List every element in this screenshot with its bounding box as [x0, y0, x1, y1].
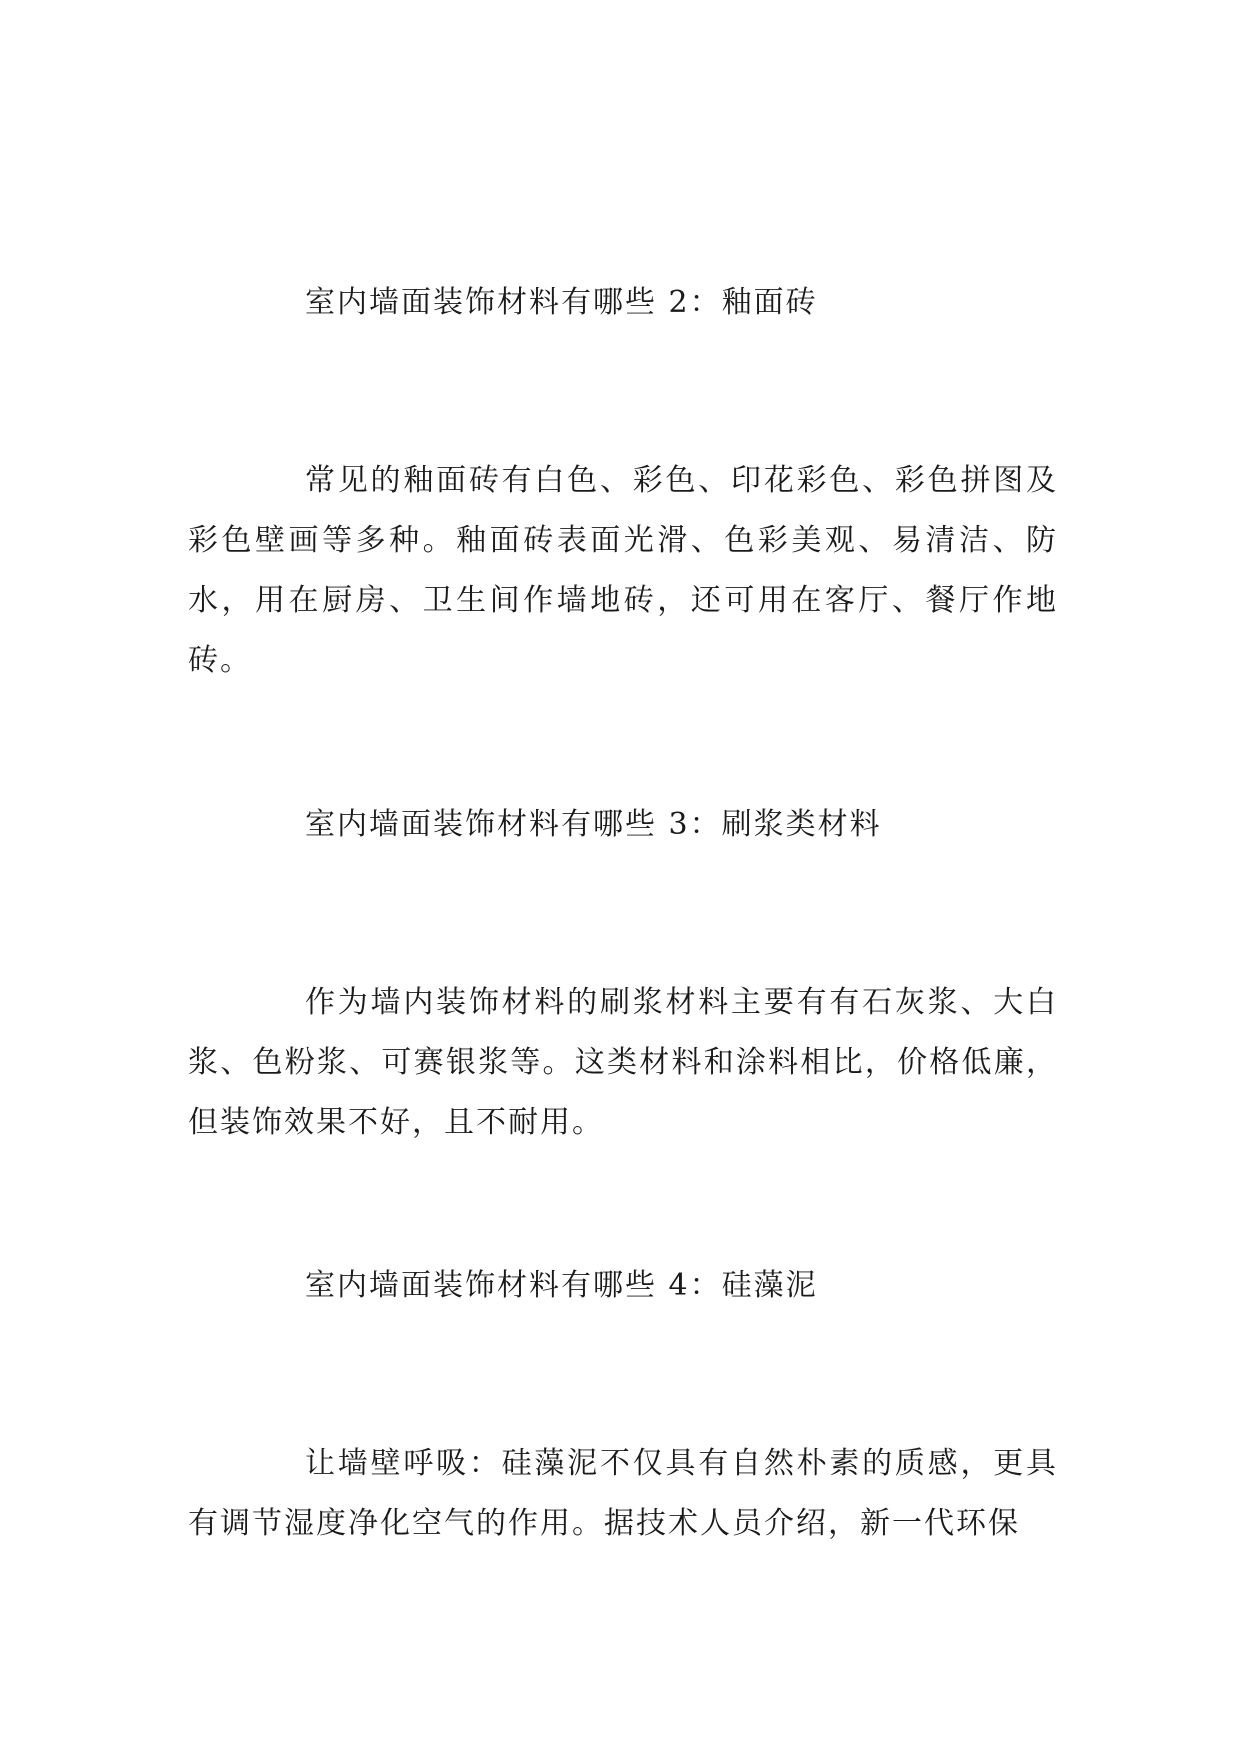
section-heading-whitewash-materials: 室内墙面装饰材料有哪些 3：刷浆类材料 [305, 807, 882, 842]
section-paragraph-diatom-mud: 让墙壁呼吸：硅藻泥不仅具有自然朴素的质感，更具有调节湿度净化空气的作用。据技术人员介绍，新一代环保 [188, 1446, 1058, 1541]
section-paragraph-whitewash-materials: 作为墙内装饰材料的刷浆材料主要有有石灰浆、大白浆、色粉浆、可赛银浆等。这类材料和涂料相比，价格低廉，但装饰效果不好，且不耐用。 [188, 985, 1058, 1140]
section-heading-diatom-mud: 室内墙面装饰材料有哪些 4：硅藻泥 [305, 1268, 818, 1303]
section-heading-glazed-tile: 室内墙面装饰材料有哪些 2：釉面砖 [305, 285, 818, 320]
section-paragraph-glazed-tile: 常见的釉面砖有白色、彩色、印花彩色、彩色拼图及彩色壁画等多种。釉面砖表面光滑、色彩美观、易清洁、防水，用在厨房、卫生间作墙地砖，还可用在客厅、餐厅作地砖。 [188, 463, 1058, 678]
